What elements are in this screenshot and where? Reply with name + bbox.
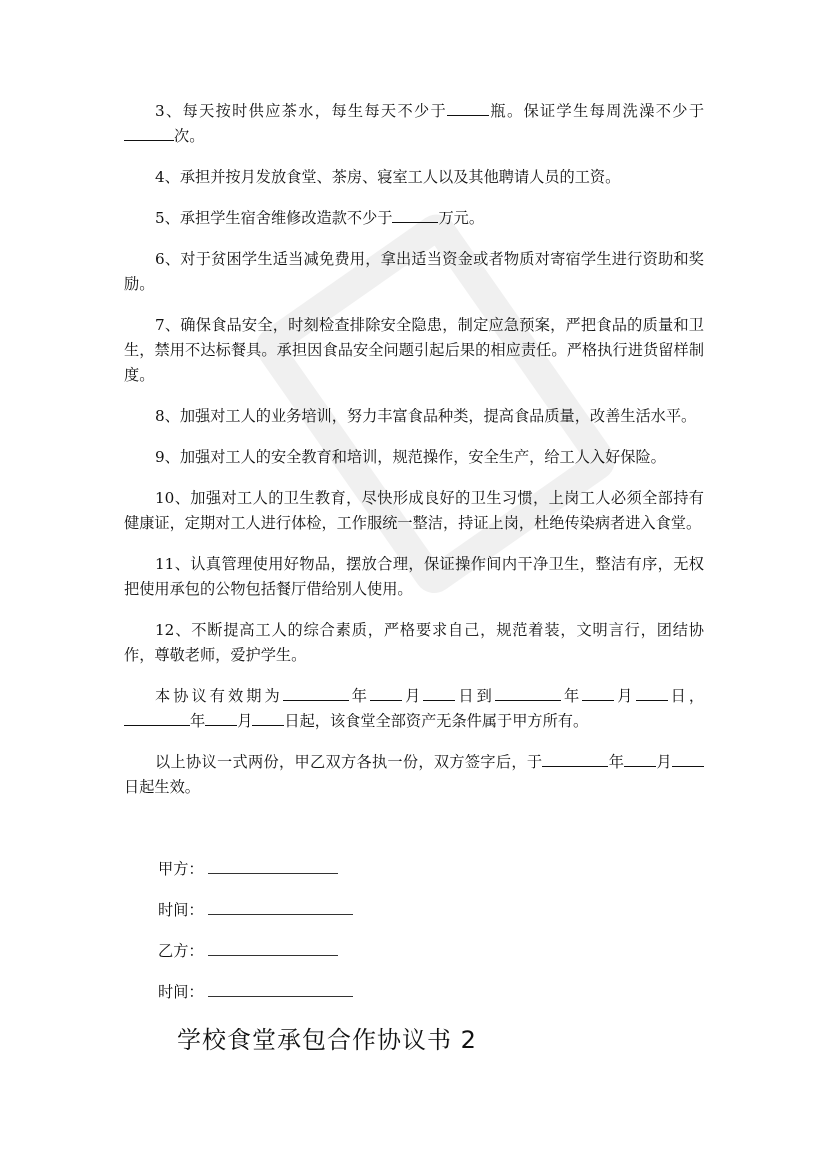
- clause-8: 8、加强对工人的业务培训，努力丰富食品种类，提高食品质量，改善生活水平。: [155, 407, 697, 425]
- blank-year[interactable]: [283, 686, 349, 701]
- signature-party-a: [158, 858, 338, 879]
- clause-text: 年: [608, 753, 625, 771]
- blank-day[interactable]: [252, 711, 284, 726]
- signature-date-a: [158, 899, 353, 920]
- clause-4: 4、承担并按月发放食堂、茶房、寝室工人以及其他聘请人员的工资。: [155, 168, 621, 186]
- clause-text: 月: [614, 687, 636, 705]
- validity-clause: [124, 684, 704, 734]
- clause-text: 月: [402, 687, 424, 705]
- blank-year[interactable]: [495, 686, 561, 701]
- clause-10: 10、加强对工人的卫生教育，尽快形成良好的卫生习惯，上岗工人必须全部持有健康证，定期对工人进行体检，工作服统一整洁，持证上岗，杜绝传染病者进入食堂。: [124, 489, 704, 532]
- clause-9: 9、加强对工人的安全教育和培训，规范操作，安全生产，给工人入好保险。: [155, 448, 666, 466]
- signature-label: 时间：: [158, 901, 204, 919]
- blank-year[interactable]: [124, 711, 190, 726]
- blank-month[interactable]: [370, 686, 402, 701]
- blank-field[interactable]: [447, 101, 489, 116]
- clause-text: 日起生效。: [124, 778, 200, 796]
- signature-line[interactable]: [208, 941, 338, 956]
- clause-text: 5、承担学生宿舍维修改造款不少于: [155, 209, 393, 227]
- blank-day[interactable]: [672, 752, 704, 767]
- clause-text: 年: [560, 687, 583, 705]
- clause-text: 日起，该食堂全部资产无条件属于甲方所有。: [284, 712, 589, 730]
- section-title: 学校食堂承包合作协议书 2: [177, 1026, 477, 1054]
- blank-month[interactable]: [582, 686, 614, 701]
- signature-line[interactable]: [208, 859, 338, 874]
- clause-text: 次。: [174, 127, 205, 145]
- blank-day[interactable]: [423, 686, 455, 701]
- document-body: [124, 99, 704, 800]
- clause-text: 年: [190, 712, 206, 730]
- blank-field[interactable]: [392, 208, 438, 223]
- clause-text: 月: [656, 753, 673, 771]
- clause-text: 年: [348, 687, 371, 705]
- blank-month[interactable]: [624, 752, 656, 767]
- blank-day[interactable]: [636, 686, 668, 701]
- copies-clause: [124, 750, 704, 800]
- clause-5: [124, 206, 704, 231]
- blank-field[interactable]: [124, 126, 174, 141]
- clause-text: 3、每天按时供应茶水，每生每天不少于: [155, 102, 448, 120]
- signature-line[interactable]: [208, 982, 353, 997]
- signature-party-b: [158, 940, 338, 961]
- clause-7: 7、确保食品安全，时刻检查排除安全隐患，制定应急预案，严把食品的质量和卫生，禁用不达标餐具。承担因食品安全问题引起后果的相应责任。严格执行进货留样制度。: [124, 316, 704, 384]
- clause-6: 6、对于贫困学生适当减免费用，拿出适当资金或者物质对寄宿学生进行资助和奖励。: [124, 250, 704, 293]
- signature-label: 甲方：: [158, 860, 204, 878]
- signature-label: 乙方：: [158, 942, 204, 960]
- clause-text: 日，: [667, 687, 705, 705]
- signature-label: 时间：: [158, 983, 204, 1001]
- signature-date-b: [158, 981, 353, 1002]
- clause-text: 万元。: [438, 209, 485, 227]
- clause-text: 日到: [455, 687, 495, 705]
- clause-text: 本协议有效期为: [155, 687, 283, 705]
- blank-year[interactable]: [542, 752, 608, 767]
- signature-line[interactable]: [208, 900, 353, 915]
- clause-11: 11、认真管理使用好物品，摆放合理，保证操作间内干净卫生，整洁有序，无权把使用承包的公物包括餐厅借给别人使用。: [124, 555, 704, 598]
- clause-text: 月: [237, 712, 253, 730]
- clause-12: 12、不断提高工人的综合素质，严格要求自己，规范着装，文明言行，团结协作，尊敬老师，爱护学生。: [124, 621, 704, 664]
- clause-text: 以上协议一式两份，甲乙双方各执一份，双方签字后，于: [155, 753, 543, 771]
- blank-month[interactable]: [205, 711, 237, 726]
- clause-3: [124, 99, 704, 149]
- clause-text: 瓶。保证学生每周洗澡不少于: [489, 102, 705, 120]
